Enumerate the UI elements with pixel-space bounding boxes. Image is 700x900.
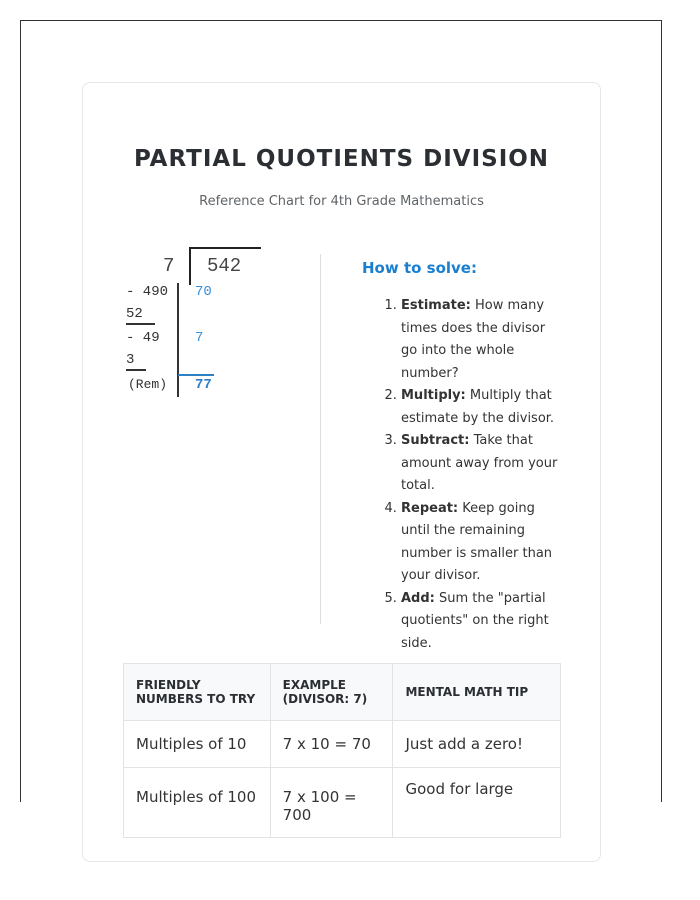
table-row	[124, 721, 561, 768]
column-header: MENTAL MATH TIP	[393, 664, 561, 721]
dividend: 542	[207, 255, 242, 277]
howto-heading: How to solve:	[362, 259, 477, 277]
page-title: PARTIAL QUOTIENTS DIVISION	[133, 146, 550, 172]
step-remainder: 3	[126, 352, 146, 371]
quotient-line	[177, 283, 179, 397]
column-header: FRIENDLY NUMBERS TO TRY	[124, 664, 271, 721]
step-subtract: - 490	[126, 284, 169, 300]
partial-quotient: 7	[195, 330, 204, 346]
table-cell: Good for large	[393, 768, 561, 838]
table-row	[124, 768, 561, 838]
table-cell: Multiples of 100	[124, 768, 271, 838]
subtitle: Reference Chart for 4th Grade Mathematics	[199, 194, 484, 209]
howto-step: 1. Estimate: How many times does the divisor go into the whole number?	[401, 295, 565, 385]
divisor: 7	[163, 255, 175, 277]
table-cell: 7 x 10 = 70	[270, 721, 393, 768]
step-subtract: - 49	[126, 330, 160, 346]
table-cell: Multiples of 10	[124, 721, 271, 768]
remainder-label: (Rem)	[128, 377, 168, 392]
howto-step: 4. Repeat: Keep going until the remaining number is smaller than your divisor.	[401, 498, 565, 588]
howto-step: 5. Add: Sum the "partial quotients" on the right side.	[401, 588, 565, 656]
column-header: EXAMPLE (DIVISOR: 7)	[270, 664, 393, 721]
page-frame	[20, 20, 662, 824]
howto-step: 3. Subtract: Take that amount away from your total.	[401, 430, 565, 498]
step-remainder: 52	[126, 306, 155, 325]
table-cell: Just add a zero!	[393, 721, 561, 768]
sum-line	[178, 374, 214, 376]
friendly-numbers-table	[123, 663, 561, 838]
howto-steps	[383, 295, 565, 655]
column-divider	[320, 254, 321, 624]
total-quotient: 77	[195, 377, 212, 393]
table-cell: 7 x 100 = 700	[270, 768, 393, 838]
table-header	[124, 664, 561, 721]
partial-quotient: 70	[195, 284, 212, 300]
howto-step: 2. Multiply: Multiply that estimate by the divisor.	[401, 385, 565, 430]
reference-card	[82, 82, 601, 862]
